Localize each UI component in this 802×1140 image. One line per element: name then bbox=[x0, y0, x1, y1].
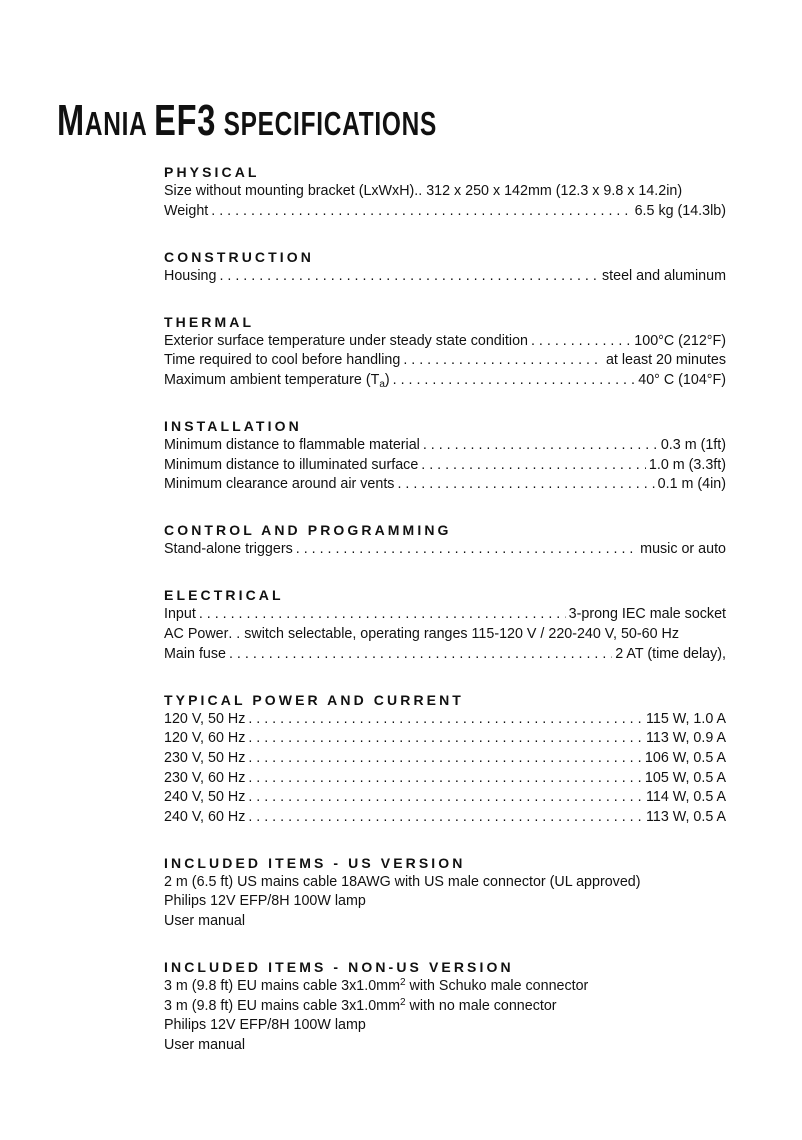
spec-value: 113 W, 0.5 A bbox=[645, 808, 726, 825]
spec-label-text: Size without mounting bracket (LxWxH). bbox=[164, 183, 419, 199]
dot-leader bbox=[296, 540, 637, 560]
section-heading: CONTROL AND PROGRAMMING bbox=[164, 522, 452, 539]
spec-label-text: AC Power bbox=[164, 626, 229, 643]
spec-label-text: 240 V, 50 Hz bbox=[164, 789, 246, 806]
spec-label bbox=[164, 977, 588, 997]
title-rest: ANIA bbox=[84, 105, 155, 142]
spec-label-text: Maximum ambient temperature (T bbox=[164, 371, 380, 388]
spec-label-text: Philips 12V EFP/8H 100W lamp bbox=[164, 893, 366, 910]
section-heading: CONSTRUCTION bbox=[164, 248, 314, 265]
spec-value: 40° C (104°F) bbox=[638, 371, 726, 388]
spec-label-text: Minimum clearance around air vents bbox=[164, 476, 395, 493]
spec-row bbox=[164, 182, 726, 202]
spec-row bbox=[164, 332, 726, 352]
spec-section bbox=[164, 312, 726, 391]
spec-row bbox=[164, 977, 726, 997]
spec-label-text: 230 V, 60 Hz bbox=[164, 769, 246, 786]
spec-label bbox=[164, 749, 245, 769]
spec-label bbox=[164, 625, 228, 645]
spec-section bbox=[164, 520, 726, 560]
spec-row bbox=[164, 710, 726, 730]
spec-label-text: Exterior surface temperature under steady state condition bbox=[164, 332, 528, 349]
spec-label bbox=[164, 645, 226, 665]
title-initial: M bbox=[57, 96, 85, 145]
spec-row bbox=[164, 456, 726, 476]
spec-label bbox=[164, 475, 394, 495]
section-heading: INCLUDED ITEMS - US VERSION bbox=[164, 854, 466, 871]
superscript: 2 bbox=[399, 977, 406, 989]
spec-value: . . switch selectable, operating ranges 115-120 V / 220-240 V, 50-60 Hz bbox=[228, 626, 679, 643]
spec-row bbox=[164, 892, 726, 912]
spec-value: 114 W, 0.5 A bbox=[645, 789, 726, 806]
section-heading: THERMAL bbox=[164, 313, 255, 330]
superscript: 2 bbox=[399, 996, 406, 1008]
spec-label-text: User manual bbox=[164, 1036, 246, 1053]
spec-label-text: Main fuse bbox=[164, 645, 226, 662]
spec-row bbox=[164, 475, 726, 495]
spec-section bbox=[164, 585, 726, 664]
dot-leader bbox=[248, 769, 642, 789]
spec-row bbox=[164, 645, 726, 665]
spec-label-text: 3 m (9.8 ft) EU mains cable 3x1.0mm bbox=[164, 997, 400, 1014]
spec-row bbox=[164, 749, 726, 769]
spec-value: 115 W, 1.0 A bbox=[645, 710, 726, 727]
spec-label bbox=[164, 371, 390, 391]
spec-label bbox=[164, 808, 245, 828]
spec-value: 105 W, 0.5 A bbox=[644, 769, 726, 786]
spec-list bbox=[164, 162, 726, 1081]
spec-value: 113 W, 0.9 A bbox=[645, 730, 726, 747]
spec-value: at least 20 minutes bbox=[605, 352, 726, 369]
spec-label-suffix: ) bbox=[384, 371, 390, 388]
dot-leader bbox=[248, 749, 642, 769]
section-heading: ELECTRICAL bbox=[164, 587, 284, 604]
spec-label-text: 120 V, 50 Hz bbox=[164, 710, 246, 727]
spec-row bbox=[164, 540, 726, 560]
spec-label bbox=[164, 769, 245, 789]
spec-value: 0.3 m (1ft) bbox=[660, 437, 726, 454]
spec-label bbox=[164, 1036, 245, 1056]
spec-label bbox=[164, 1016, 366, 1036]
spec-label-text: Minimum distance to flammable material bbox=[164, 437, 420, 454]
spec-label bbox=[164, 267, 216, 287]
spec-label-text: 240 V, 60 Hz bbox=[164, 808, 246, 825]
spec-section bbox=[164, 416, 726, 495]
spec-value: . 312 x 250 x 142mm (12.3 x 9.8 x 14.2in) bbox=[418, 183, 683, 199]
spec-label-text: Minimum distance to illuminated surface bbox=[164, 456, 419, 473]
spec-label bbox=[164, 351, 400, 371]
spec-section bbox=[164, 690, 726, 828]
spec-label-text: Weight bbox=[164, 202, 209, 219]
subscript: a bbox=[379, 378, 385, 390]
spec-label-text: User manual bbox=[164, 912, 246, 929]
spec-row bbox=[164, 788, 726, 808]
spec-label-text: Philips 12V EFP/8H 100W lamp bbox=[164, 1017, 366, 1034]
spec-label-text: Input bbox=[164, 606, 196, 623]
dot-leader bbox=[199, 605, 566, 625]
spec-label bbox=[164, 540, 293, 560]
spec-label bbox=[164, 332, 528, 352]
spec-label bbox=[164, 456, 418, 476]
spec-label-text: 120 V, 60 Hz bbox=[164, 730, 246, 747]
spec-label bbox=[164, 892, 366, 912]
spec-row bbox=[164, 1016, 726, 1036]
spec-label-text: 2 m (6.5 ft) US mains cable 18AWG with US male connector (UL approved) bbox=[164, 873, 641, 890]
spec-label-text: 230 V, 50 Hz bbox=[164, 749, 246, 766]
dot-leader bbox=[421, 456, 646, 476]
spec-label-suffix: with no male connector bbox=[405, 997, 557, 1014]
spec-label bbox=[164, 912, 245, 932]
spec-value: steel and aluminum bbox=[602, 267, 726, 284]
dot-leader bbox=[248, 808, 643, 828]
spec-row bbox=[164, 769, 726, 789]
spec-label bbox=[164, 788, 245, 808]
section-heading: PHYSICAL bbox=[164, 164, 260, 180]
spec-label bbox=[164, 605, 196, 625]
spec-value: 3-prong IEC male socket bbox=[568, 606, 726, 623]
title-suffix: SPECIFICATIONS bbox=[216, 105, 438, 142]
section-heading: INSTALLATION bbox=[164, 418, 302, 435]
spec-label bbox=[164, 710, 245, 730]
spec-label bbox=[164, 436, 420, 456]
dot-leader bbox=[403, 351, 603, 371]
dot-leader bbox=[393, 371, 636, 391]
section-heading: TYPICAL POWER AND CURRENT bbox=[164, 691, 464, 708]
spec-label bbox=[164, 873, 640, 893]
spec-row bbox=[164, 729, 726, 749]
dot-leader bbox=[211, 202, 631, 222]
dot-leader bbox=[531, 332, 631, 352]
section-heading: INCLUDED ITEMS - NON-US VERSION bbox=[164, 959, 514, 976]
dot-leader bbox=[248, 729, 643, 749]
spec-label-text: 3 m (9.8 ft) EU mains cable 3x1.0mm bbox=[164, 978, 400, 995]
spec-row bbox=[164, 873, 726, 893]
spec-row bbox=[164, 351, 726, 371]
spec-section bbox=[164, 957, 726, 1055]
spec-label bbox=[164, 729, 245, 749]
dot-leader bbox=[248, 710, 643, 730]
dot-leader bbox=[397, 475, 654, 495]
spec-value: 2 AT (time delay), bbox=[615, 645, 726, 662]
spec-row bbox=[164, 625, 726, 645]
dot-leader bbox=[423, 436, 658, 456]
dot-leader bbox=[219, 267, 599, 287]
spec-value: 100°C (212°F) bbox=[634, 332, 726, 349]
spec-label-suffix: with Schuko male connector bbox=[405, 978, 589, 995]
spec-row bbox=[164, 1036, 726, 1056]
spec-section bbox=[164, 162, 726, 221]
spec-row bbox=[164, 436, 726, 456]
spec-label bbox=[164, 997, 557, 1017]
spec-section bbox=[164, 853, 726, 932]
page-title bbox=[57, 96, 437, 146]
spec-row bbox=[164, 267, 726, 287]
spec-value: 1.0 m (3.3ft) bbox=[648, 456, 726, 473]
spec-value: 106 W, 0.5 A bbox=[644, 749, 726, 766]
spec-label-text: Housing bbox=[164, 267, 217, 284]
spec-value: music or auto bbox=[640, 541, 726, 558]
spec-label bbox=[164, 202, 208, 222]
spec-row bbox=[164, 997, 726, 1017]
spec-value: 0.1 m (4in) bbox=[657, 476, 726, 493]
spec-value: 6.5 kg (14.3lb) bbox=[634, 202, 726, 219]
dot-leader bbox=[229, 645, 612, 665]
spec-section bbox=[164, 247, 726, 287]
spec-row bbox=[164, 808, 726, 828]
title-model: EF3 bbox=[154, 96, 217, 145]
spec-label-text: Time required to cool before handling bbox=[164, 352, 401, 369]
dot-leader bbox=[248, 788, 643, 808]
spec-label-text: Stand-alone triggers bbox=[164, 541, 293, 558]
spec-row bbox=[164, 605, 726, 625]
spec-row bbox=[164, 371, 726, 391]
spec-label bbox=[164, 182, 418, 202]
spec-row bbox=[164, 202, 726, 222]
spec-row bbox=[164, 912, 726, 932]
